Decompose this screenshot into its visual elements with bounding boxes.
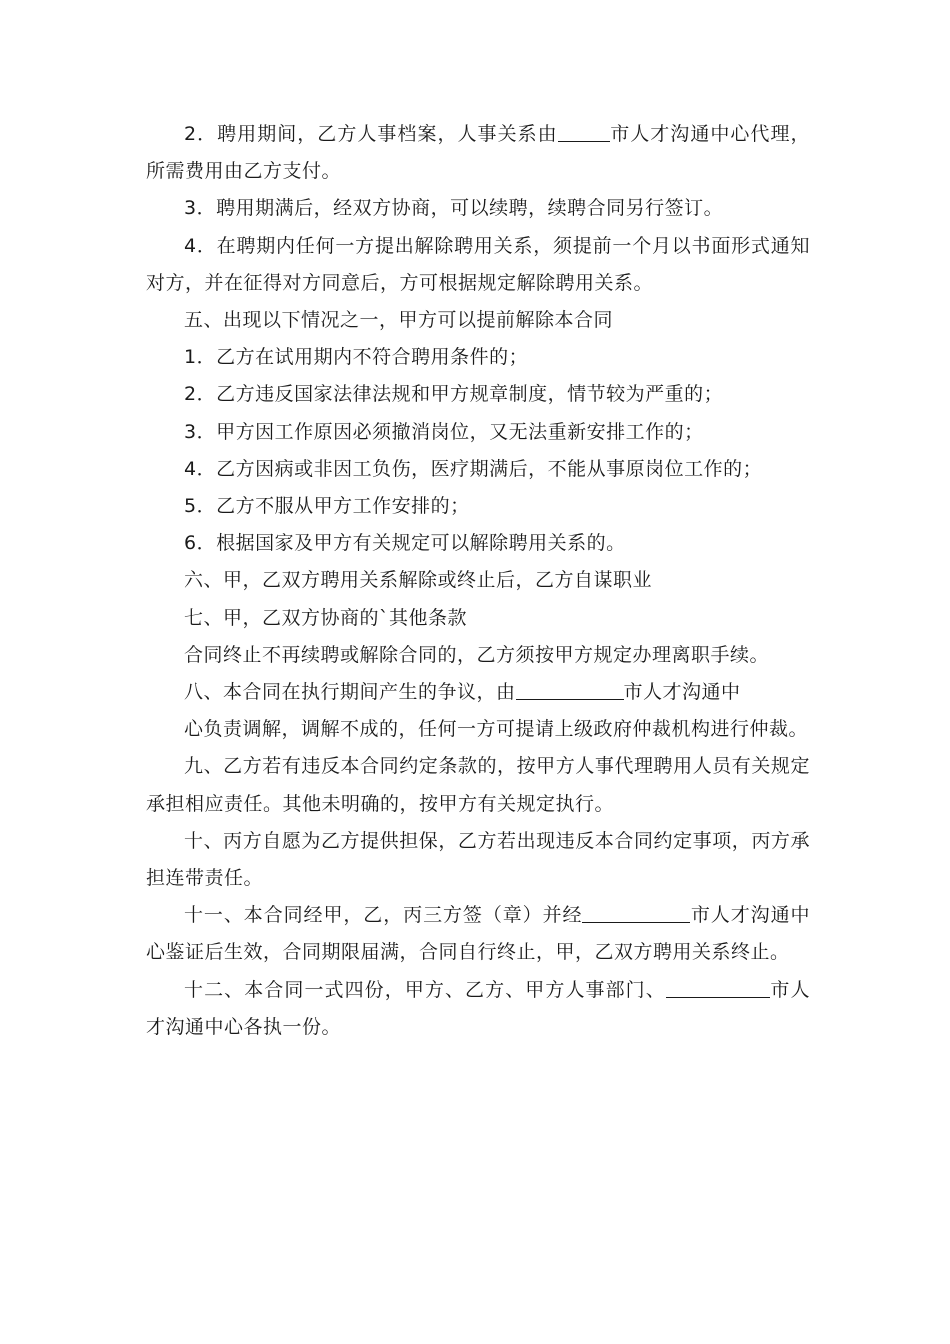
blank-city-name-part-1 — [666, 978, 742, 998]
section-8-continued: 心负责调解，调解不成的，任何一方可提请上级政府仲裁机构进行仲裁。 — [184, 718, 809, 741]
contract-body — [146, 116, 810, 1046]
section-9: 九、乙方若有违反本合同约定条款的，按甲方人事代理聘用人员有关规定承担相应责任。其他未明确的，按甲方有关规定执行。 — [146, 755, 810, 815]
section-5-item-4: 4．乙方因病或非因工负伤，医疗期满后，不能从事原岗位工作的； — [184, 457, 763, 480]
section-5-item-1: 1．乙方在试用期内不符合聘用条件的； — [184, 346, 529, 369]
blank-city-name — [516, 680, 624, 700]
section-5-item-6: 6．根据国家及甲方有关规定可以解除聘用关系的。 — [184, 532, 626, 555]
section-7: 七、甲，乙双方协商的`其他条款 — [184, 606, 468, 629]
section-7-detail: 合同终止不再续聘或解除合同的，乙方须按甲方规定办理离职手续。 — [184, 643, 770, 666]
section-10: 十、丙方自愿为乙方提供担保，乙方若出现违反本合同约定事项，丙方承担连带责任。 — [146, 829, 810, 890]
section-12: 十二、本合同一式四份，甲方、乙方、甲方人事部门、 市人才沟通中心各执一份。 — [146, 978, 810, 1038]
section-5-item-5: 5．乙方不服从甲方工作安排的； — [184, 495, 470, 518]
section-5-item-3: 3．甲方因工作原因必须撤消岗位，又无法重新安排工作的； — [184, 420, 704, 443]
section-5-heading: 五、出现以下情况之一，甲方可以提前解除本合同 — [184, 309, 614, 332]
section-6: 六、甲，乙双方聘用关系解除或终止后，乙方自谋职业 — [184, 569, 653, 592]
section-5-item-2: 2．乙方违反国家法律法规和甲方规章制度，情节较为严重的； — [184, 383, 724, 406]
clause-2-personnel-records: 2．聘用期间，乙方人事档案，人事关系由 市人才沟通中心代理，所需费用由乙方支付。 — [146, 123, 810, 183]
blank-city-name — [558, 122, 610, 142]
clause-3-renewal: 3．聘用期满后，经双方协商，可以续聘，续聘合同另行签订。 — [184, 197, 724, 220]
blank-city-name-part-2 — [742, 978, 770, 998]
blank-city-name — [582, 903, 690, 923]
section-8-dispute: 八、本合同在执行期间产生的争议，由 市人才沟通中 — [184, 681, 741, 704]
clause-4-termination-notice: 4．在聘期内任何一方提出解除聘用关系，须提前一个月以书面形式通知对方，并在征得对方同意后，方可根据规定解除聘用关系。 — [146, 234, 810, 294]
section-11: 十一、本合同经甲，乙，丙三方签（章）并经 市人才沟通中心鉴证后生效，合同期限届满，合同自行终止，甲，乙双方聘用关系终止。 — [146, 904, 810, 964]
